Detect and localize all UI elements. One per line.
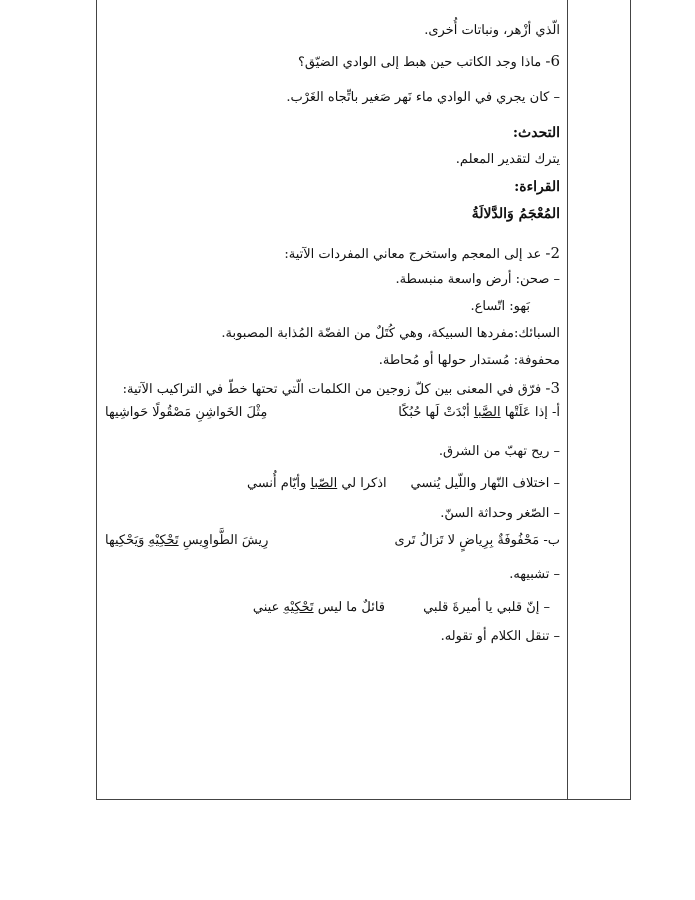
question-2	[105, 244, 560, 264]
item-label: أ-	[551, 405, 560, 420]
text-line: الّذي أزْهر، ونباتات أُخرى.	[424, 23, 560, 38]
note: – تشبيهه.	[509, 567, 560, 582]
question-text: ماذا وجد الكاتب حين هبط إلى الوادي الضيّق؟	[298, 55, 546, 70]
verse-right-pre: إذا عَلَتْها	[500, 405, 552, 420]
content-cell	[97, 0, 570, 799]
note: – ريح تهبّ من الشرق.	[438, 444, 560, 459]
question-3	[105, 379, 560, 399]
vocab-item: السبائك:مفردها السبيكة، وهي كُتَلٌ من الفضّة المُذابة المصبوبة.	[221, 326, 560, 341]
note: – تنقل الكلام أو تقوله.	[440, 629, 560, 644]
verse-left-pre: رِيشَ الطَّواوِيسِ	[178, 533, 269, 548]
underlined-word: الصَّبا	[473, 405, 501, 420]
reading-heading: القراءة:	[514, 179, 560, 195]
verse-b-left	[105, 532, 305, 550]
vocab-item: محفوفة: مُستدار حولها أو مُحاطة.	[378, 353, 560, 368]
question-number: 3-	[545, 379, 560, 397]
vocab-item: – صحن: أرض واسعة منبسطة.	[395, 272, 560, 287]
side-column	[567, 0, 630, 799]
lexicon-heading: المُعْجَمُ وَالدَّلالَةُ	[471, 206, 560, 222]
speaking-heading: التحدث:	[512, 125, 560, 141]
underlined-word: تَحْكِيْهِ	[148, 533, 179, 548]
item-label: ب-	[543, 533, 560, 548]
vocab-item: بَهو: اتّساع.	[470, 299, 530, 314]
underlined-word: الصّبا	[310, 476, 338, 491]
verse-2-left	[247, 475, 387, 493]
underlined-word: تَحْكِيْهِ	[283, 600, 314, 615]
verse-3-left	[252, 599, 385, 617]
lesson-table	[96, 0, 631, 800]
question-text: فرّق في المعنى بين كلّ زوجين من الكلمات الّتي تحتها خطّ في التراكيب الآتية:	[122, 382, 546, 397]
verse-right: مَحْفُوفَةٌ بِرِياضٍ لا تَزالُ تَرى	[394, 533, 544, 548]
note: – الصّغر وحداثة السنّ.	[440, 506, 560, 521]
verse-2-right: – اختلاف النّهار واللّيل يُنسي	[410, 476, 560, 491]
verse-a-left	[105, 404, 335, 422]
question-text: عد إلى المعجم واستخرج معاني المفردات الآتية:	[284, 247, 546, 262]
verse-left-pre: قائلٌ ما ليس	[313, 600, 385, 615]
verse-right-post: أبْدَتْ لَها حُبُكًا	[398, 405, 474, 420]
question-6	[105, 52, 560, 72]
speaking-text: يترك لتقدير المعلم.	[455, 152, 560, 167]
verse-left-text: مِثْلَ الخَواشِنِ مَصْقُولًا حَواشِيها	[105, 405, 268, 420]
verse-left-post: وأيّام أُنسي	[247, 476, 311, 491]
verse-3-right: – إنّ قلبي يا أميرةَ قلبي	[423, 600, 550, 615]
verse-left-pre: اذكرا لي	[337, 476, 387, 491]
verse-left-post: وَيَحْكِيها	[105, 533, 149, 548]
verse-left-post: عيني	[252, 600, 284, 615]
answer-6: – كان يجري في الوادي ماء نَهر صَغير باتِّجاه الغَرْب.	[286, 90, 560, 105]
question-number: 6-	[545, 52, 560, 70]
question-number: 2-	[545, 244, 560, 262]
